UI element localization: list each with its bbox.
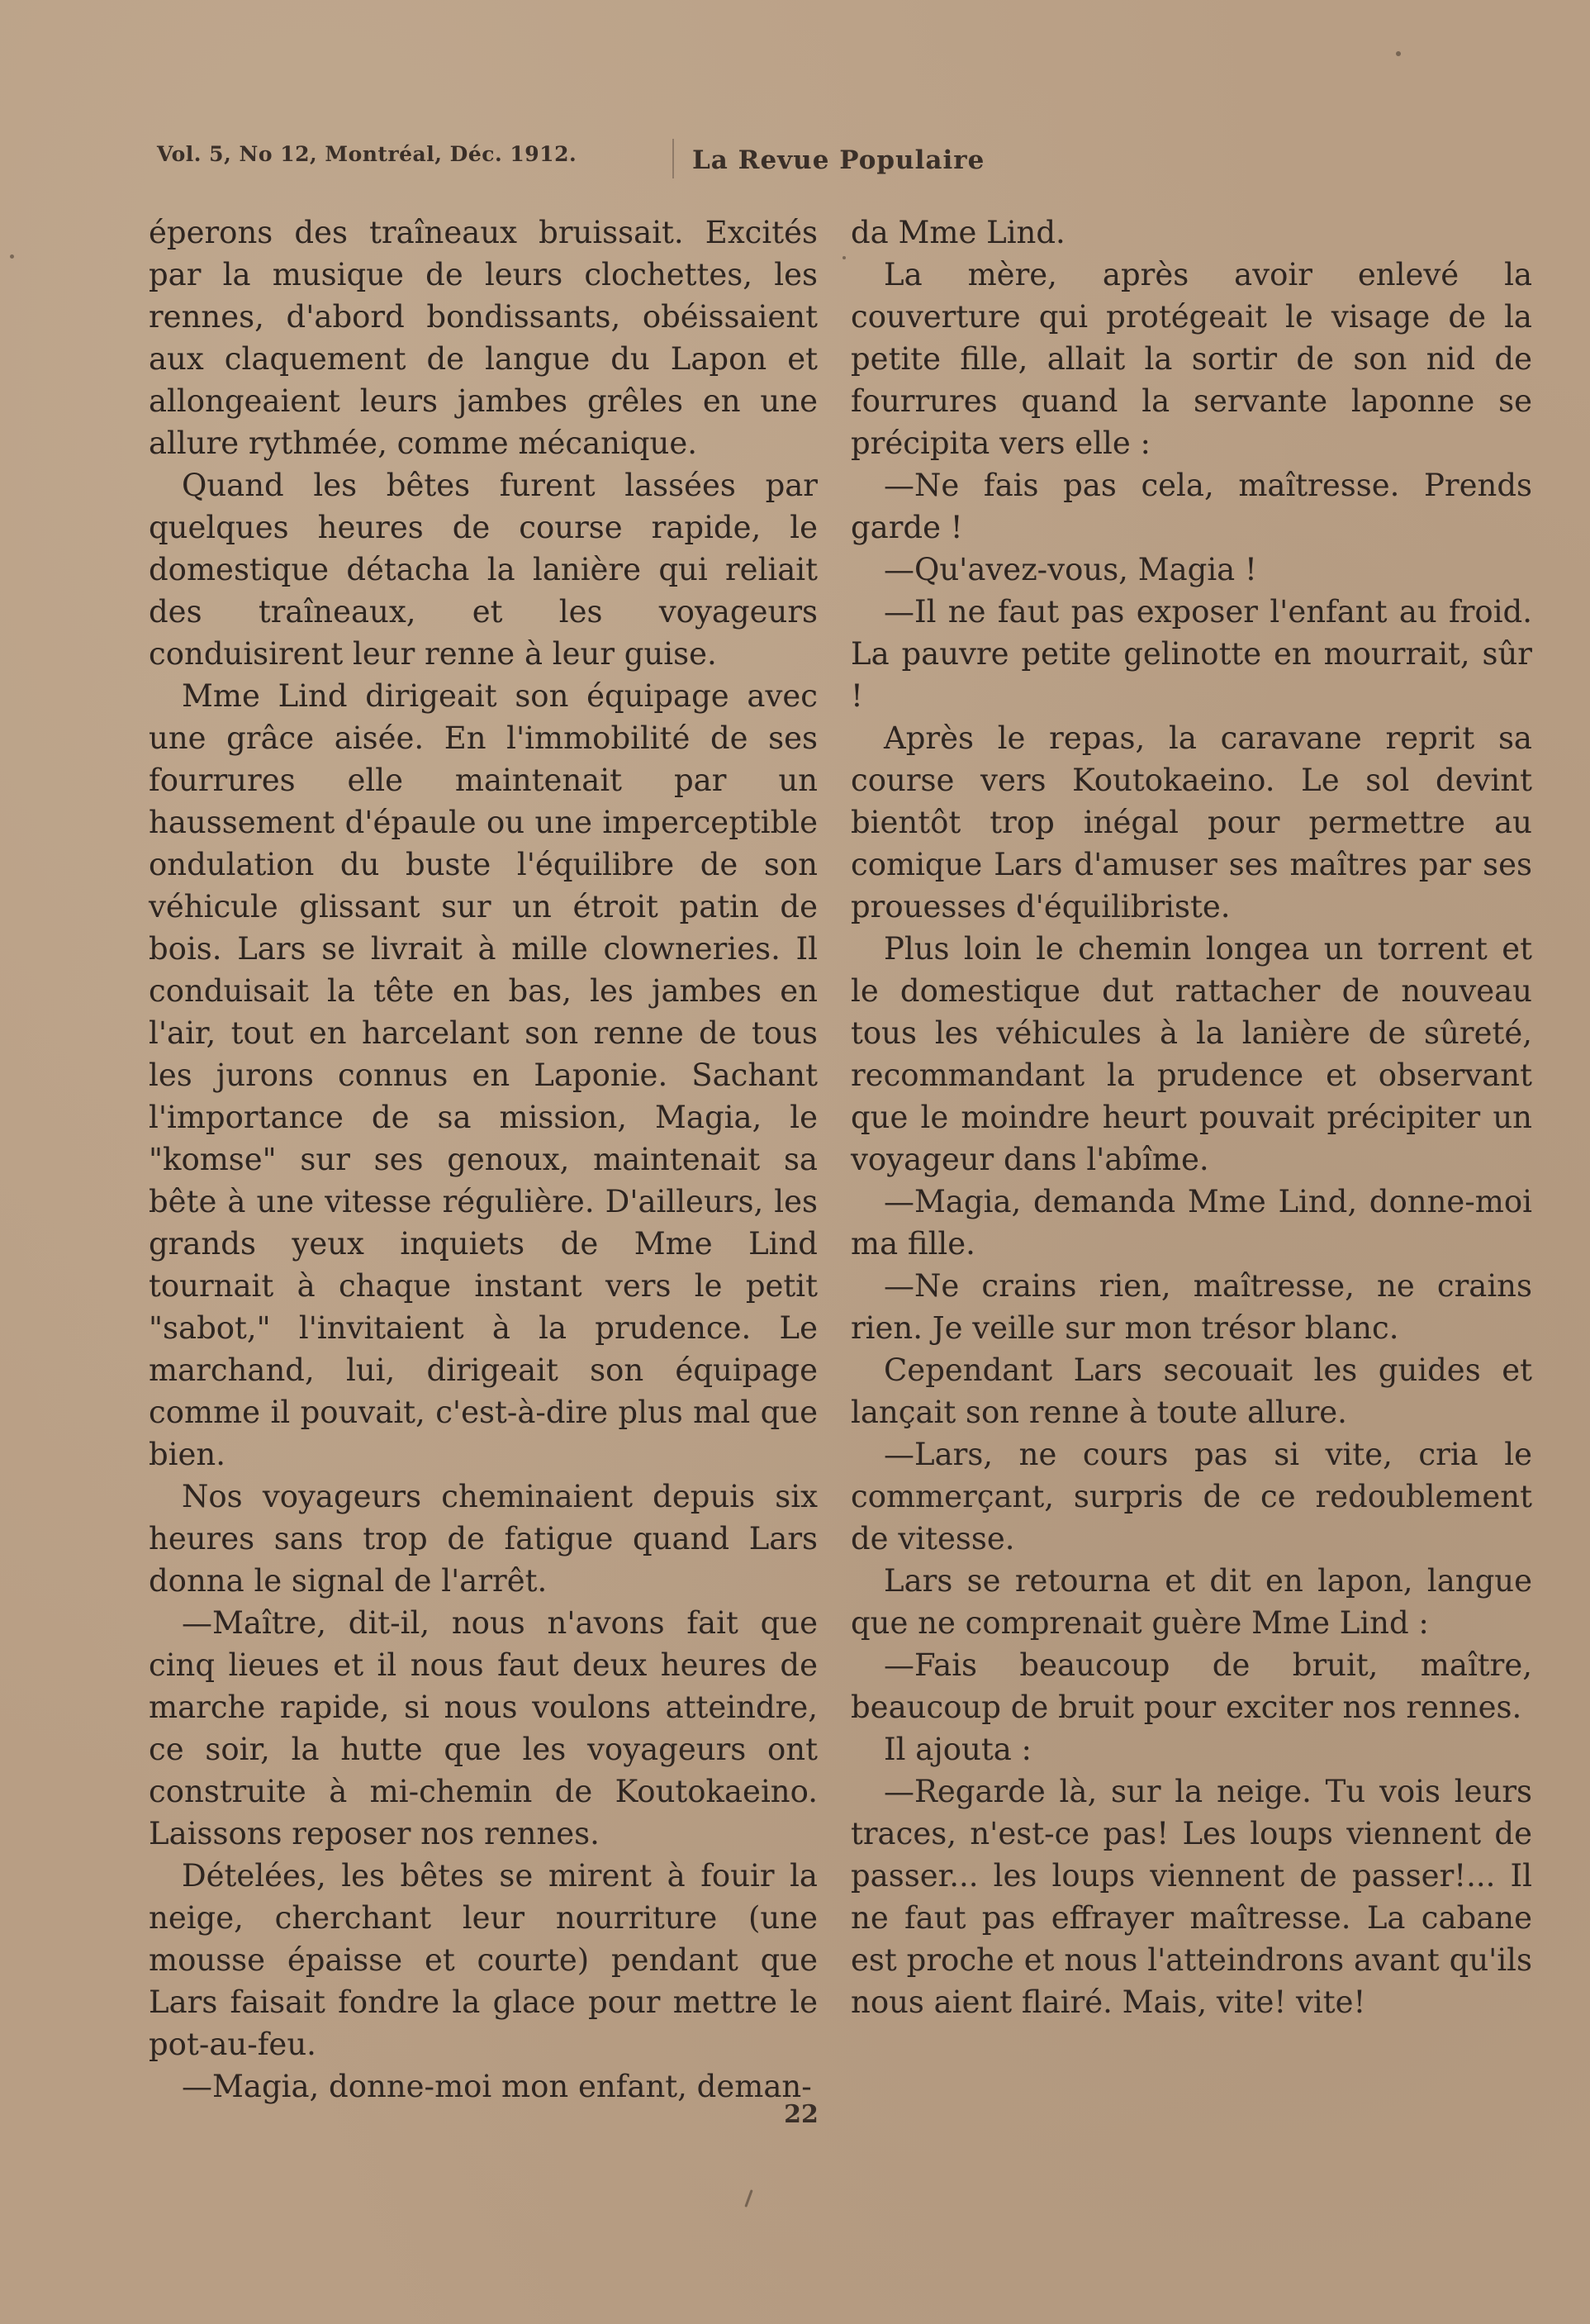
paragraph: —Regarde là, sur la neige. Tu vois leurs traces, n'est-ce pas! Les loups viennent de passer... les loups viennent de passer!... Il ne faut pas effrayer maîtresse. La cabane est proche et nous l'atteindrons avant qu'ils nous aient flairé. Mais, vite! vite! [851,1774,1532,2020]
paragraph: —Qu'avez-vous, Magia ! [884,552,1257,587]
issue-line: Vol. 5, No 12, Montréal, Déc. 1912. [157,142,577,166]
paper-speck [1396,51,1401,56]
paragraph: —Magia, demanda Mme Lind, donne-moi ma fille. [851,1184,1532,1262]
paragraph: Cependant Lars secouait les guides et lançait son renne à toute allure. [851,1352,1532,1430]
paper-speck [744,2189,752,2208]
paper-speck [10,254,14,259]
paragraph: —Ne fais pas cela, maîtresse. Prends garde ! [851,468,1532,545]
paragraph: Quand les bêtes furent lassées par quelques heures de course rapide, le domestique détacha la lanière qui reliait des traîneaux, et les voyageurs conduisirent leur renne à leur guise. [149,468,818,672]
paragraph: Il ajouta : [884,1732,1032,1767]
paragraph: Plus loin le chemin longea un torrent et le domestique dut rattacher de nouveau tous les véhicules à la lanière de sûreté, recommandant la prudence et observant que le moindre heurt pouvait précipiter un voyageur dans l'abîme. [851,931,1532,1177]
right-column [851,211,1532,2023]
paragraph: Dételées, les bêtes se mirent à fouir la neige, cherchant leur nourriture (une mousse épaisse et courte) pendant que Lars faisait fondre la glace pour mettre le pot-au-feu. [149,1858,818,2062]
paragraph: —Il ne faut pas exposer l'enfant au froid. La pauvre petite gelinotte en mourrait, sûr ! [851,594,1532,714]
paragraph: —Ne crains rien, maîtresse, ne crains rien. Je veille sur mon trésor blanc. [851,1268,1532,1346]
publication-title: La Revue Populaire [692,145,985,175]
paragraph: da Mme Lind. [851,215,1066,250]
page-header [157,139,1024,180]
paragraph: —Magia, donne-moi mon enfant, deman- [182,2069,812,2104]
left-column [149,211,818,2108]
paper-speck [842,256,846,259]
paragraph: éperons des traîneaux bruissait. Excités par la musique de leurs clochettes, les rennes, d'abord bondissants, obéissaient aux claquement de langue du Lapon et allongeaient leurs jambes grêles en une allure rythmée, comme mécanique. [149,215,818,461]
paragraph: Après le repas, la caravane reprit sa course vers Koutokaeino. Le sol devint bientôt trop inégal pour permettre au comique Lars d'amuser ses maîtres par ses prouesses d'équilibriste. [851,720,1532,924]
page-number: 22 [784,2100,819,2129]
paragraph: —Lars, ne cours pas si vite, cria le commerçant, surpris de ce redoublement de vitesse. [851,1437,1532,1556]
paragraph: —Maître, dit-il, nous n'avons fait que cinq lieues et il nous faut deux heures de marche rapide, si nous voulons atteindre, ce soir, la hutte que les voyageurs ont construite à mi-chemin de Koutokaeino. Laissons reposer nos rennes. [149,1605,818,1851]
paragraph: Mme Lind dirigeait son équipage avec une grâce aisée. En l'immobilité de ses fourrures elle maintenait par un haussement d'épaule ou une imperceptible ondulation du buste l'équilibre de son véhicule glissant sur un étroit patin de bois. Lars se livrait à mille clowneries. Il conduisait la tête en bas, les jambes en l'air, tout en harcelant son renne de tous les jurons connus en Laponie. Sachant l'importance de sa mission, Magia, le "komse" sur ses genoux, maintenait sa bête à une vitesse régulière. D'ailleurs, les grands yeux inquiets de Mme Lind tournait à chaque instant vers le petit "sabot," l'invitaient à la prudence. Le marchand, lui, dirigeait son équipage comme il pouvait, c'est-à-dire plus mal que bien. [149,678,818,1472]
paragraph: La mère, après avoir enlevé la couverture qui protégeait le visage de la petite fille, allait la sortir de son nid de fourrures quand la servante laponne se précipita vers elle : [851,257,1532,461]
paragraph: Nos voyageurs cheminaient depuis six heures sans trop de fatigue quand Lars donna le signal de l'arrêt. [149,1479,818,1599]
paragraph: —Fais beaucoup de bruit, maître, beaucoup de bruit pour exciter nos rennes. [851,1647,1532,1725]
paragraph: Lars se retourna et dit en lapon, langue que ne comprenait guère Mme Lind : [851,1563,1532,1641]
header-divider [672,139,674,178]
